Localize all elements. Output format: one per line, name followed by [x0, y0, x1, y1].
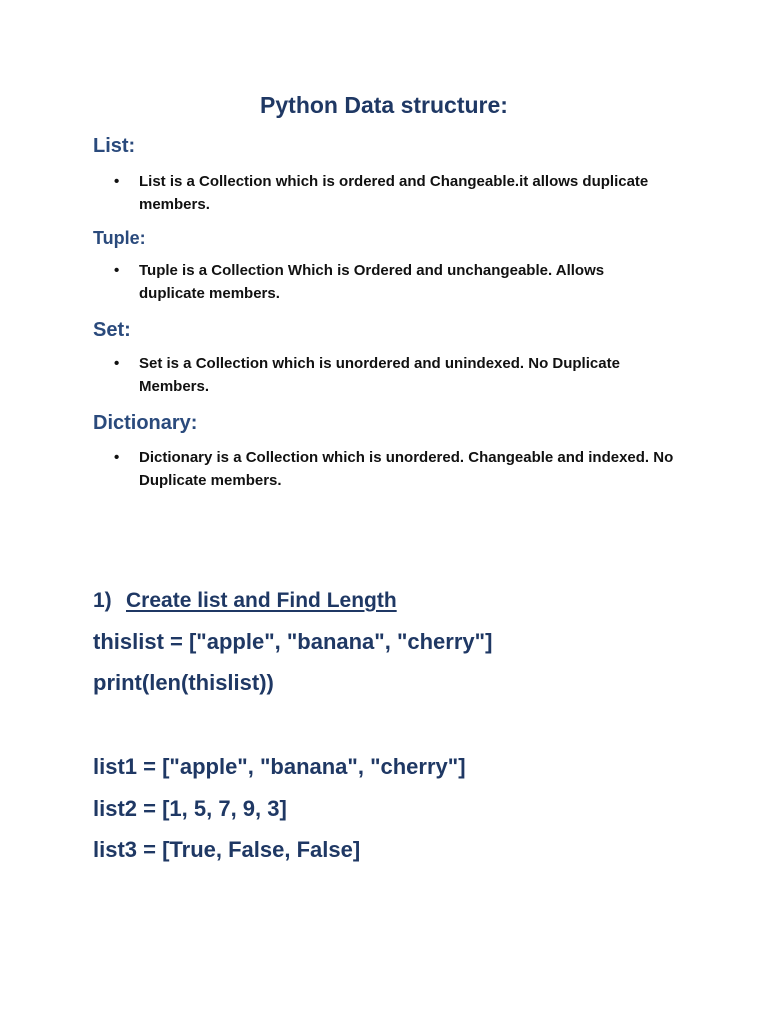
list-item	[114, 447, 674, 492]
bullet-icon: •	[114, 173, 120, 190]
section-heading-tuple: Tuple:	[93, 228, 146, 248]
example-number: 1)	[93, 589, 112, 612]
bullet-text-list: List is a Collection which is ordered and Changeable.it allows duplicate members.	[139, 173, 649, 213]
bullet-icon: •	[114, 355, 120, 372]
bullet-icon: •	[114, 262, 120, 279]
bullet-text-tuple: Tuple is a Collection Which is Ordered and unchangeable. Allows duplicate members.	[139, 262, 605, 302]
example-title-link[interactable]: Create list and Find Length	[126, 589, 397, 612]
list-item	[114, 171, 674, 216]
bullet-text-set: Set is a Collection which is unordered and unindexed. No Duplicate Members.	[139, 355, 620, 395]
code-line: list2 = [1, 5, 7, 9, 3]	[93, 796, 287, 821]
code-line: list1 = ["apple", "banana", "cherry"]	[93, 754, 466, 779]
section-heading-set: Set:	[93, 319, 131, 341]
section-heading-list: List:	[93, 135, 136, 157]
code-line: thislist = ["apple", "banana", "cherry"]	[93, 629, 493, 654]
bullet-icon: •	[114, 449, 120, 466]
code-line: print(len(thislist))	[93, 670, 274, 695]
section-heading-dictionary: Dictionary:	[93, 412, 198, 434]
page-title: Python Data structure:	[260, 92, 508, 118]
list-item	[114, 260, 674, 305]
list-item	[114, 353, 674, 398]
bullet-text-dictionary: Dictionary is a Collection which is unordered. Changeable and indexed. No Duplicate members.	[139, 449, 674, 489]
code-line: list3 = [True, False, False]	[93, 837, 361, 862]
example-heading	[93, 586, 397, 616]
